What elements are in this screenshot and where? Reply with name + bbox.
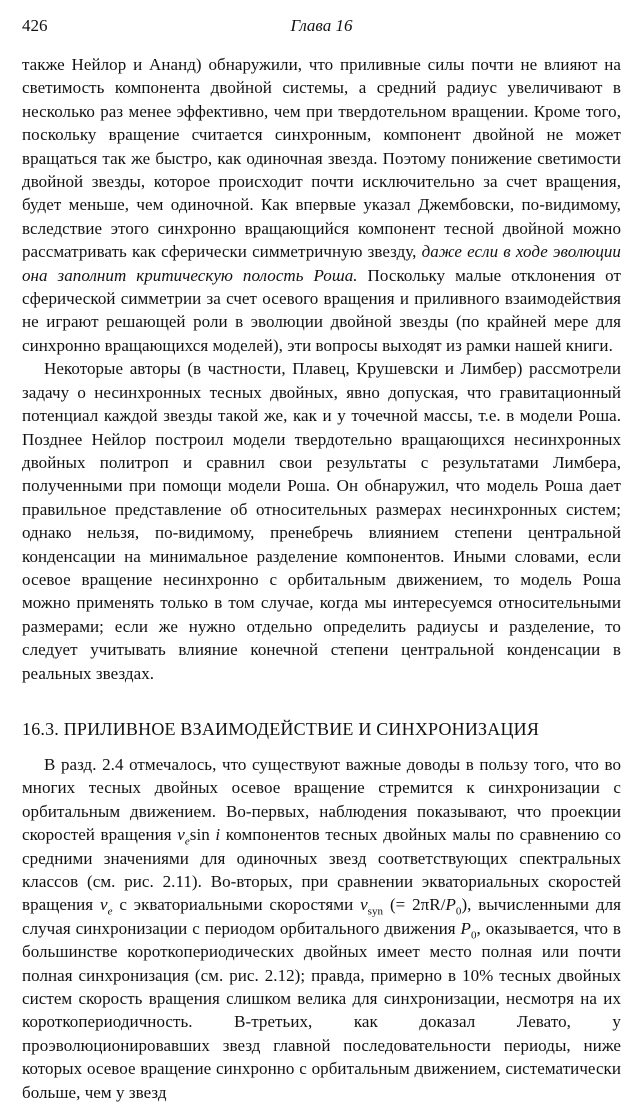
p3-text-6: , оказывается, что в большинстве короткопериодических двойных имеет место полная или почти полная синхронизация (см. рис. 2.12); правда, примерно в 10% тесных двойных систем скорость вращения слишком велика для синхронизации, несмотря на их короткопериодичность. В-третьих, как доказал Левато, у проэволюционировавших звезд главной последовательности периоды, ниже которых осевое вращение синхронно с орбитальным движением, систематически больше, чем у звезд: [22, 918, 621, 1102]
p3-var-i: i: [215, 825, 221, 845]
running-header: [22, 12, 621, 40]
text-body: [22, 53, 621, 1104]
page-number: 426: [22, 16, 48, 35]
p3-var-p-2: P: [460, 918, 471, 938]
section-heading: 16.3. ПРИЛИВНОЕ ВЗАИМОДЕЙСТВИЕ И СИНХРОНИЗАЦИЯ: [22, 718, 540, 739]
p3-var-v-2: v: [99, 895, 108, 915]
paragraph-1-text-a: также Нейлор и Ананд) обнаружили, что приливные силы почти не влияют на светимость компонента двойной системы, а средний радиус увеличивают в несколько раз менее эффективно, чем при твердотельном вращении. Кроме того, поскольку вращение считается синхронным, компонент двойной не может вращаться так же быстро, как одиночная звезда. Поэтому понижение светимости двойной звезды, которое происходит почти исключительно за счет вращения, будет меньше, чем одиночной. Как впервые указал Джембовски, по-видимому, вследствие этого синхронно вращающийся компонент тесной двойной можно рассматривать как сферически симметричную звезду,: [22, 55, 621, 262]
p3-sub-syn: syn: [367, 905, 384, 918]
paragraph-2: Некоторые авторы (в частности, Плавец, Крушевски и Лимбер) рассмотрели задачу о несинхронных тесных двойных, явно допуская, что гравитационный потенциал каждой звезды такой же, как и у точечной массы, т.е. в модели Роша. Позднее Нейлор построил модели твердотельно вращающихся несинхронных двойных политроп и сравнил свои результаты с результатами Лимбера, полученными при помощи модели Роша. Он обнаружил, что модель Роша дает правильное представление об относительных размерах несинхронных систем; однако нельзя, по-видимому, пренебречь влиянием степени центральной конденсации на минимальное разделение компонентов. Иными словами, если осевое вращение несинхронно с орбитальным движением, то модель Роша можно применять только в том случае, когда мы интересуемся относительными размерами; если же нужно отдельно определить радиусы и разделение, то следует учитывать влияние конечной степени центральной конденсации в реальных звездах.: [22, 359, 621, 683]
paragraph-1-text-b: Поскольку малые отклонения от сферической симметрии за счет осевого вращения и приливного взаимодействия не играют решающей роли в эволюции двойной звезды (по крайней мере для синхронно вращающихся моделей), эти вопросы выходят из рамки нашей книги.: [22, 265, 621, 355]
p3-text-3: с экваториальными скоростями: [112, 895, 361, 915]
p3-text-5: ), вычисленными для случая синхронизации с периодом орбитального движения: [22, 895, 621, 938]
p3-sub-e-2: e: [107, 905, 113, 918]
p3-sub-e: e: [184, 835, 190, 848]
paragraph-3: [22, 753, 621, 1104]
p3-text-4: (= 2πR/: [383, 895, 446, 915]
p3-text-1: В разд. 2.4 отмечалось, что существуют важные доводы в пользу того, что во многих тесных двойных осевое вращение стремится к синхронизации с орбитальным движением. Во-первых, наблюдения показывают, что проекции скоростей вращения: [22, 754, 621, 845]
p3-sub-zero: 0: [455, 905, 462, 918]
p3-var-v: v: [177, 825, 185, 845]
paragraph-1: [22, 53, 621, 357]
p3-sin: sin: [189, 825, 210, 845]
paragraph-1-emphasis: даже если в ходе эволюции она заполнит критическую полость Роша.: [22, 242, 621, 285]
p3-var-v-3: v: [360, 895, 368, 915]
p3-sub-zero-2: 0: [470, 929, 477, 942]
p3-text-2: компонентов тесных двойных малы по сравнению со средними значениями для одиночных звезд соответствующих спектральных классов (см. рис. 2.11). Во-вторых, при сравнении экваториальных скоростей вращения: [22, 825, 621, 915]
chapter-title: Глава 16: [290, 16, 353, 35]
p3-var-p: P: [445, 895, 456, 915]
